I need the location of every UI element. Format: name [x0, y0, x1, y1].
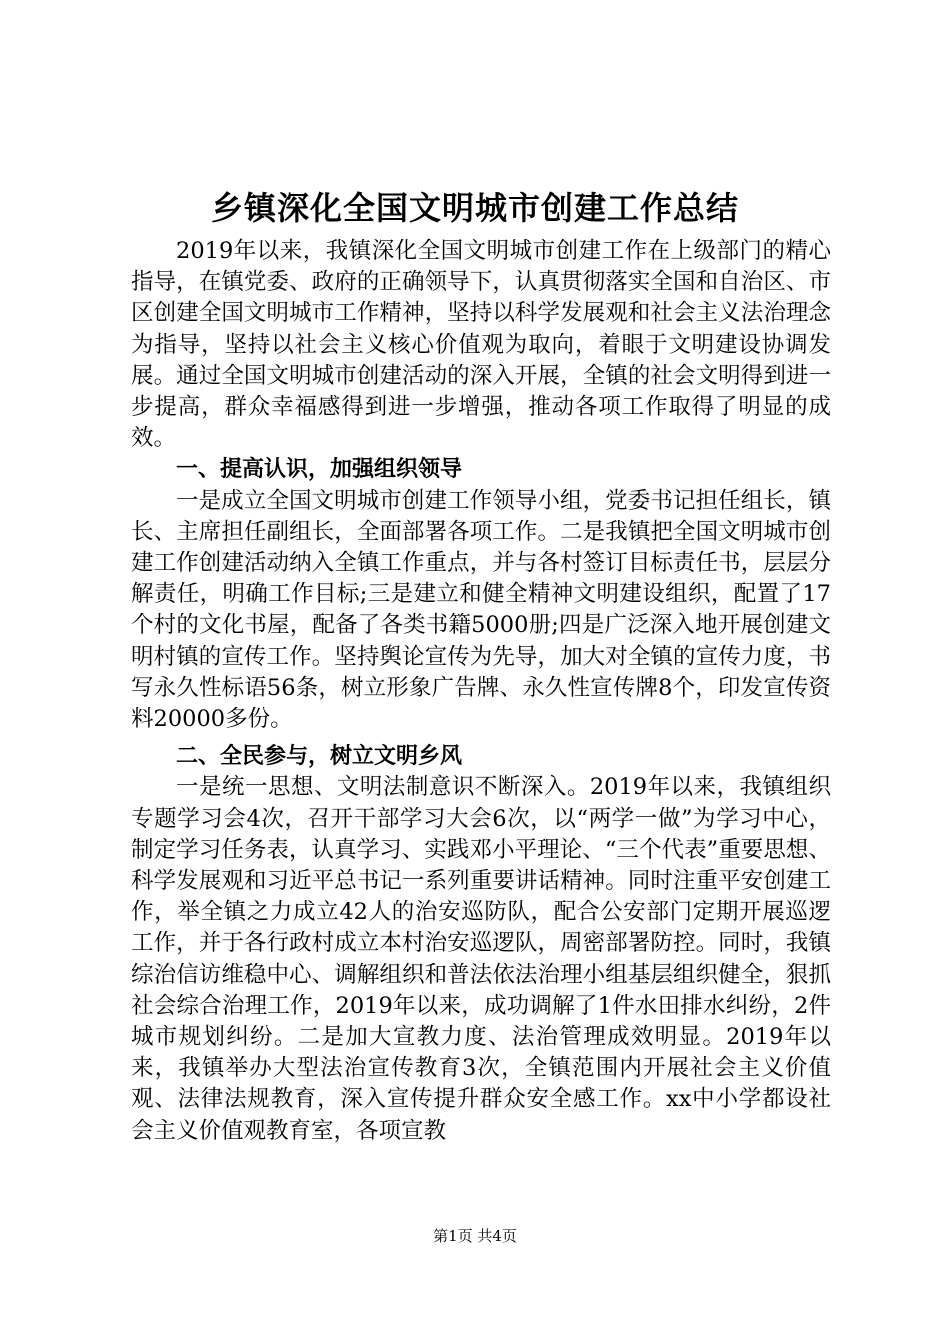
section-heading-1: 一、提高认识，加强组织领导 — [176, 457, 463, 483]
section-heading-2: 二、全民参与，树立文明乡风 — [176, 744, 463, 770]
document-body — [131, 236, 831, 1147]
section-paragraph-1: 一是成立全国文明城市创建工作领导小组，党委书记担任组长，镇长、主席担任副组长，全面部署各项工作。二是我镇把全国文明城市创建工作创建活动纳入全镇工作重点，并与各村签订目标责任书，层层分解责任，明确工作目标;三是建立和健全精神文明建设组织，配置了17个村的文化书屋，配备了各类书籍5000册;四是广泛深入地开展创建文明村镇的宣传工作。坚持舆论宣传为先导，加大对全镇的宣传力度，书写永久性标语56条，树立形象广告牌、永久性宣传牌8个，印发宣传资料20000多份。 — [131, 487, 831, 733]
intro-paragraph: 2019年以来，我镇深化全国文明城市创建工作在上级部门的精心指导，在镇党委、政府的正确领导下，认真贯彻落实全国和自治区、市区创建全国文明城市工作精神，坚持以科学发展观和社会主义法治理念为指导，坚持以社会主义核心价值观为取向，着眼于文明建设协调发展。通过全国文明城市创建活动的深入开展，全镇的社会文明得到进一步提高，群众幸福感得到进一步增强，推动各项工作取得了明显的成效。 — [131, 238, 831, 452]
document-title: 乡镇深化全国文明城市创建工作总结 — [210, 189, 739, 227]
section-paragraph-2: 一是统一思想、文明法制意识不断深入。2019年以来，我镇组织专题学习会4次，召开干部学习大会6次，以“两学一做”为学习中心，制定学习任务表，认真学习、实践邓小平理论、“三个代表”重要思想、科学发展观和习近平总书记一系列重要讲话精神。同时注重平安创建工作，举全镇之力成立42人的治安巡防队，配合公安部门定期开展巡逻工作，并于各行政村成立本村治安巡逻队，周密部署防控。同时，我镇综治信访维稳中心、调解组织和普法依法治理小组基层组织健全，狠抓社会综合治理工作，2019年以来，成功调解了1件水田排水纠纷，2件城市规划纠纷。二是加大宣教力度、法治管理成效明显。2019年以来，我镇举办大型法治宣传教育3次，全镇范围内开展社会主义价值观、法律法规教育，深入宣传提升群众安全感工作。xx中小学都设社会主义价值观教育室，各项宣教 — [131, 774, 831, 1144]
page-number-footer: 第1页 共4页 — [433, 1227, 517, 1245]
